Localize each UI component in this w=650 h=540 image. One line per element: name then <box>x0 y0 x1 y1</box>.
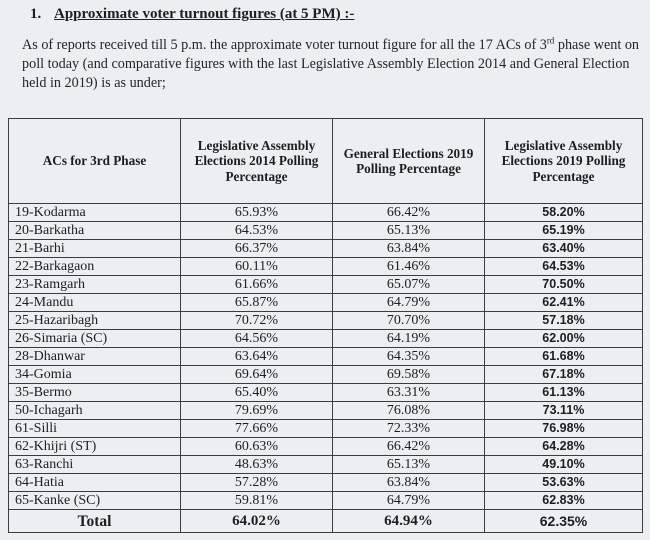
ge2019-cell: 76.08% <box>333 402 485 420</box>
table-body <box>9 204 643 533</box>
ge2019-cell: 72.33% <box>333 420 485 438</box>
table-row <box>9 348 643 366</box>
table-row <box>9 456 643 474</box>
la2019-cell: 70.50% <box>485 276 643 294</box>
la2014-cell: 60.63% <box>181 438 333 456</box>
la2014-cell: 59.81% <box>181 492 333 510</box>
ge2019-cell: 64.35% <box>333 348 485 366</box>
ge2019-cell: 66.42% <box>333 204 485 222</box>
ac-cell: 61-Silli <box>9 420 181 438</box>
la2014-cell: 60.11% <box>181 258 333 276</box>
la2019-cell: 62.83% <box>485 492 643 510</box>
la2014-cell: 64.53% <box>181 222 333 240</box>
la2014-cell: 65.40% <box>181 384 333 402</box>
table-row <box>9 420 643 438</box>
la2019-cell: 57.18% <box>485 312 643 330</box>
ge2019-cell: 65.07% <box>333 276 485 294</box>
la2019-cell: 64.53% <box>485 258 643 276</box>
ac-cell: 23-Ramgarh <box>9 276 181 294</box>
ac-cell: 22-Barkagaon <box>9 258 181 276</box>
table-total-row <box>9 510 643 533</box>
ac-cell: 50-Ichagarh <box>9 402 181 420</box>
la2019-cell: 58.20% <box>485 204 643 222</box>
la2014-cell: 65.93% <box>181 204 333 222</box>
table-row <box>9 276 643 294</box>
la2019-cell: 62.41% <box>485 294 643 312</box>
la2014-cell: 64.56% <box>181 330 333 348</box>
header-la2019: Legislative Assembly Elections 2019 Polling Percentage <box>485 119 643 204</box>
table-row <box>9 294 643 312</box>
total-la2014: 64.02% <box>181 510 333 533</box>
ge2019-cell: 63.84% <box>333 474 485 492</box>
ge2019-cell: 63.84% <box>333 240 485 258</box>
table-row <box>9 402 643 420</box>
la2019-cell: 49.10% <box>485 456 643 474</box>
total-la2019: 62.35% <box>485 510 643 533</box>
table-row <box>9 384 643 402</box>
la2019-cell: 61.68% <box>485 348 643 366</box>
ac-cell: 65-Kanke (SC) <box>9 492 181 510</box>
ac-cell: 63-Ranchi <box>9 456 181 474</box>
ge2019-cell: 64.19% <box>333 330 485 348</box>
section-number: 1. <box>30 6 42 22</box>
ac-cell: 34-Gomia <box>9 366 181 384</box>
ge2019-cell: 69.58% <box>333 366 485 384</box>
table-row <box>9 366 643 384</box>
la2019-cell: 53.63% <box>485 474 643 492</box>
table-row <box>9 240 643 258</box>
ge2019-cell: 65.13% <box>333 456 485 474</box>
ac-cell: 24-Mandu <box>9 294 181 312</box>
la2014-cell: 57.28% <box>181 474 333 492</box>
la2019-cell: 64.28% <box>485 438 643 456</box>
header-ac: ACs for 3rd Phase <box>9 119 181 204</box>
la2014-cell: 61.66% <box>181 276 333 294</box>
table-row <box>9 204 643 222</box>
table-row <box>9 492 643 510</box>
section-title: Approximate voter turnout figures (at 5 PM) :- <box>54 6 355 22</box>
la2019-cell: 73.11% <box>485 402 643 420</box>
table-header-row <box>9 119 643 204</box>
ge2019-cell: 65.13% <box>333 222 485 240</box>
intro-paragraph <box>22 36 642 93</box>
ge2019-cell: 61.46% <box>333 258 485 276</box>
la2019-cell: 76.98% <box>485 420 643 438</box>
intro-superscript: rd <box>546 35 555 46</box>
table-row <box>9 330 643 348</box>
ac-cell: 21-Barhi <box>9 240 181 258</box>
table-row <box>9 474 643 492</box>
ac-cell: 25-Hazaribagh <box>9 312 181 330</box>
header-ge2019: General Elections 2019 Polling Percentage <box>333 119 485 204</box>
la2014-cell: 63.64% <box>181 348 333 366</box>
ac-cell: 26-Simaria (SC) <box>9 330 181 348</box>
ac-cell: 19-Kodarma <box>9 204 181 222</box>
ge2019-cell: 63.31% <box>333 384 485 402</box>
la2014-cell: 69.64% <box>181 366 333 384</box>
total-label: Total <box>9 510 181 533</box>
ac-cell: 64-Hatia <box>9 474 181 492</box>
ac-cell: 62-Khijri (ST) <box>9 438 181 456</box>
table-row <box>9 222 643 240</box>
ac-cell: 20-Barkatha <box>9 222 181 240</box>
ge2019-cell: 70.70% <box>333 312 485 330</box>
ge2019-cell: 66.42% <box>333 438 485 456</box>
table-row <box>9 438 643 456</box>
turnout-table <box>8 118 643 533</box>
la2019-cell: 65.19% <box>485 222 643 240</box>
section-heading <box>30 6 354 23</box>
la2019-cell: 63.40% <box>485 240 643 258</box>
la2019-cell: 67.18% <box>485 366 643 384</box>
ac-cell: 35-Bermo <box>9 384 181 402</box>
la2014-cell: 79.69% <box>181 402 333 420</box>
intro-text-part2: phase went on poll today (and comparative figures with the last Legislative Assembly Election 2014 and General Election held in 2019) is as under; <box>22 37 640 91</box>
la2014-cell: 66.37% <box>181 240 333 258</box>
table-row <box>9 258 643 276</box>
la2014-cell: 77.66% <box>181 420 333 438</box>
la2019-cell: 62.00% <box>485 330 643 348</box>
la2014-cell: 70.72% <box>181 312 333 330</box>
total-ge2019: 64.94% <box>333 510 485 533</box>
ac-cell: 28-Dhanwar <box>9 348 181 366</box>
la2019-cell: 61.13% <box>485 384 643 402</box>
la2014-cell: 65.87% <box>181 294 333 312</box>
table-row <box>9 312 643 330</box>
ge2019-cell: 64.79% <box>333 294 485 312</box>
intro-text-part1: As of reports received till 5 p.m. the approximate voter turnout figure for all the 17 ACs of 3 <box>22 37 547 53</box>
la2014-cell: 48.63% <box>181 456 333 474</box>
header-la2014: Legislative Assembly Elections 2014 Polling Percentage <box>181 119 333 204</box>
ge2019-cell: 64.79% <box>333 492 485 510</box>
